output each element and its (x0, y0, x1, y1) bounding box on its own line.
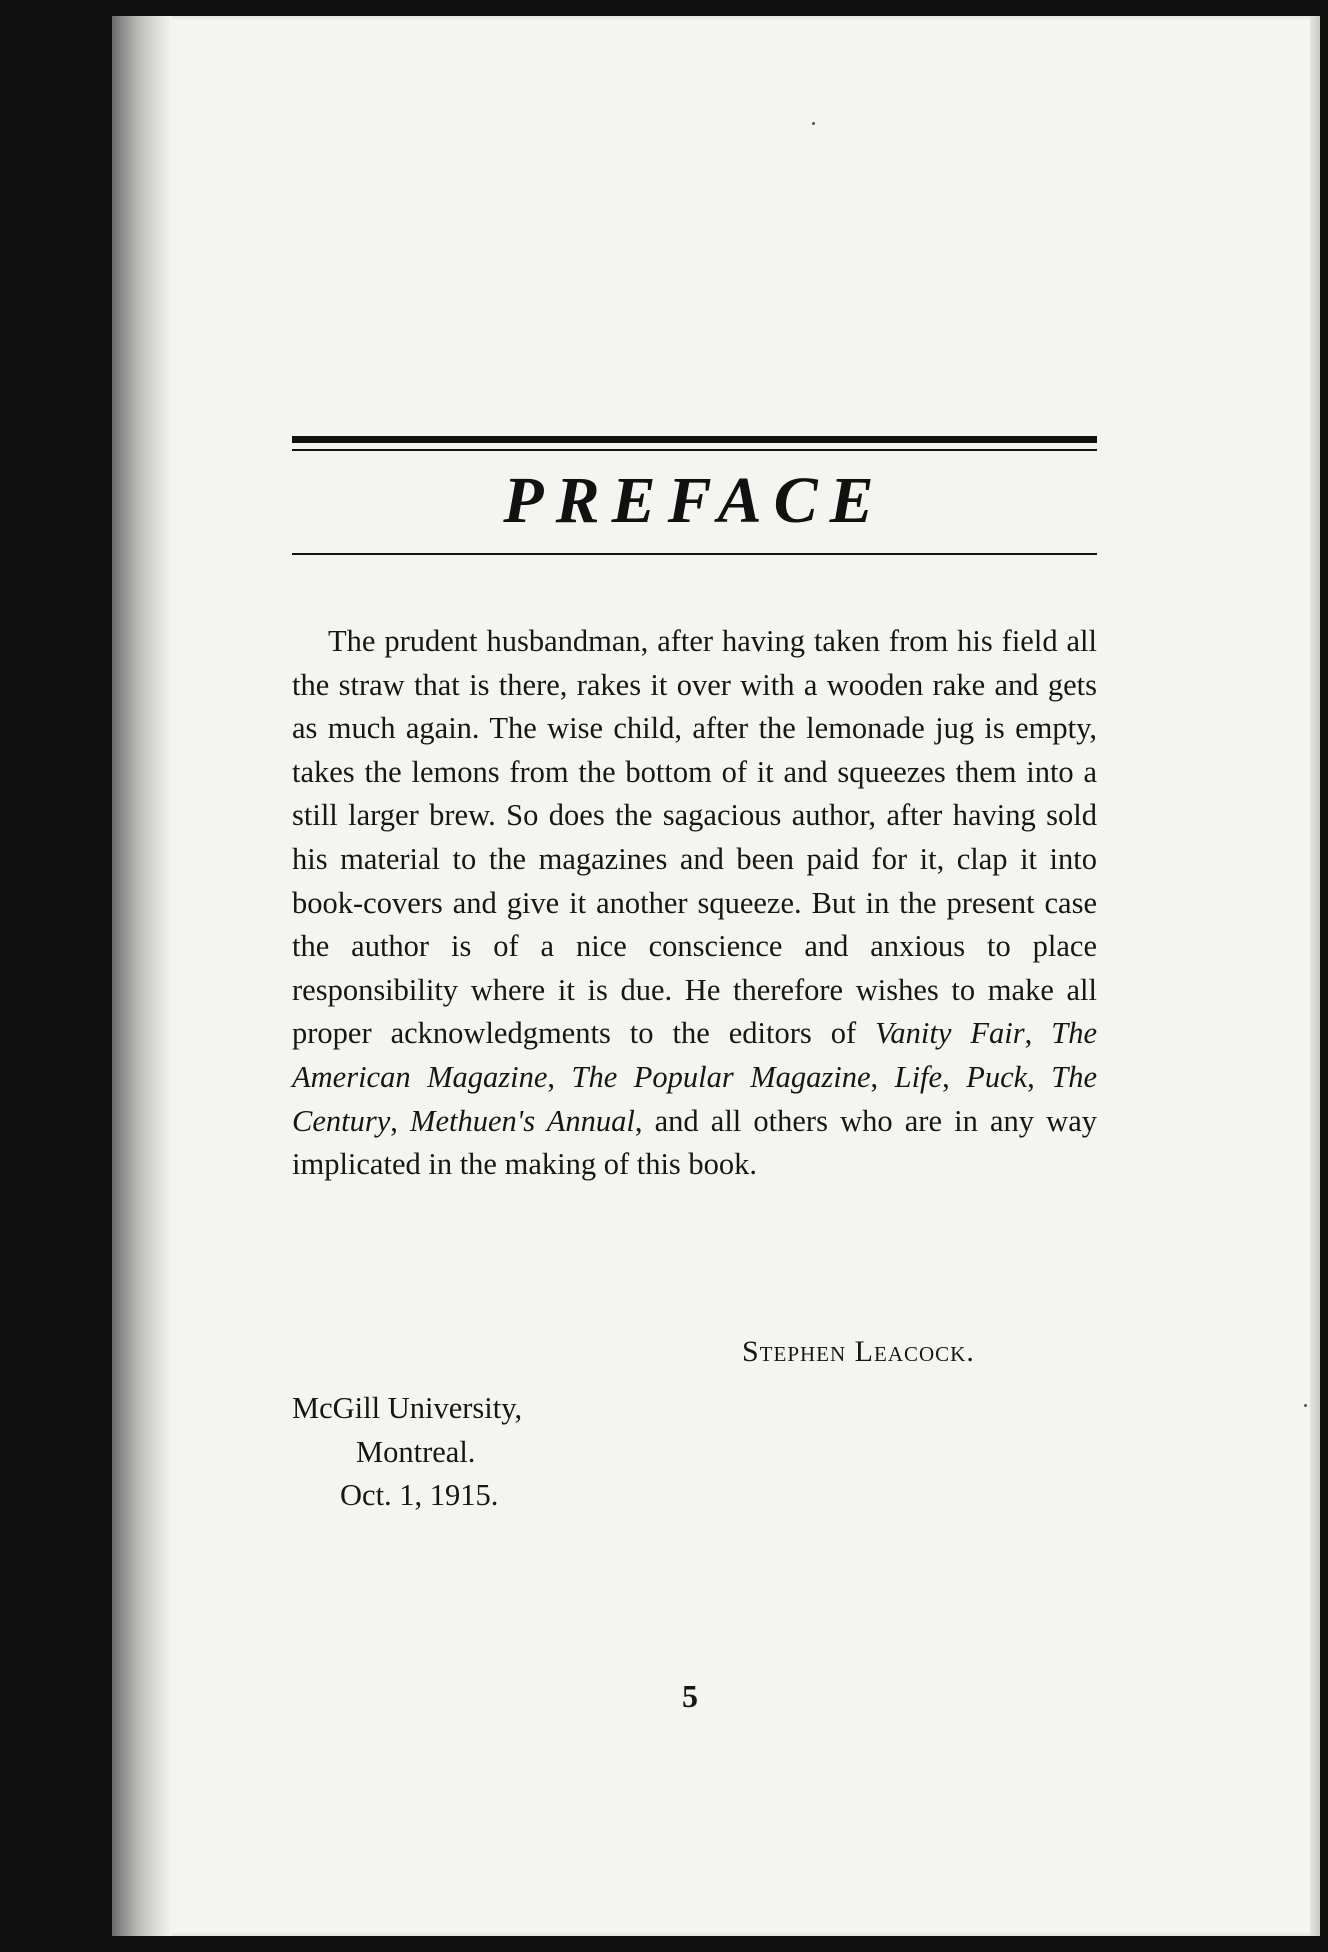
separator: , (942, 1059, 967, 1094)
page-number: 5 (682, 1678, 698, 1714)
dateline-city: Montreal. (356, 1434, 476, 1469)
magazine-american: The American Magazine (292, 1016, 1097, 1094)
page-edge (1310, 16, 1320, 1936)
magazine-century: The Century (292, 1059, 1098, 1138)
magazine-popular: The Popular Magazine (571, 1059, 871, 1094)
separator: , (870, 1059, 895, 1094)
separator: , (547, 1059, 572, 1094)
magazine-life: Life (894, 1059, 943, 1094)
dateline-date: Oct. 1, 1915. (340, 1478, 499, 1513)
magazine-vanity-fair: Vanity Fair (875, 1016, 1025, 1051)
body-text-part-2: , and all others who are in any way implicated in the making of this book. (292, 1103, 1097, 1182)
preface-body (292, 620, 1097, 1187)
title-underline-rule (292, 553, 1097, 555)
scan-speck (812, 122, 815, 125)
separator: , (1024, 1016, 1052, 1051)
separator: , (1027, 1059, 1052, 1094)
magazine-methuens-annual: Methuen's Annual (410, 1103, 635, 1138)
top-thick-rule (292, 436, 1097, 443)
author-signature: Stephen Leacock. (742, 1335, 975, 1368)
dateline-institution: McGill University, (292, 1391, 523, 1425)
top-thin-rule (292, 449, 1097, 451)
dateline (292, 1387, 522, 1518)
body-text-part-1: The prudent husbandman, after having taken from his field all the straw that is there, rakes it over with a wooden rake and gets as much again. The wise child, after the lemonade jug is empty, takes the lemons from the bottom of it and squeezes them into a still larger brew. So does the sagacious author, after having sold his material to the magazines and been paid for it, clap it into book-covers and give it another squeeze. But in the present case the author is of a nice conscience and anxious to place responsibility where it is due. He therefore wishes to make all proper acknowledgments to the editors of (292, 624, 1097, 1051)
scan-speck (1304, 1404, 1307, 1407)
separator: , (390, 1103, 411, 1138)
magazine-puck: Puck (966, 1059, 1028, 1094)
page-title: PREFACE (503, 464, 886, 537)
preface-paragraph (292, 620, 1097, 1187)
gutter-shadow (112, 16, 172, 1936)
